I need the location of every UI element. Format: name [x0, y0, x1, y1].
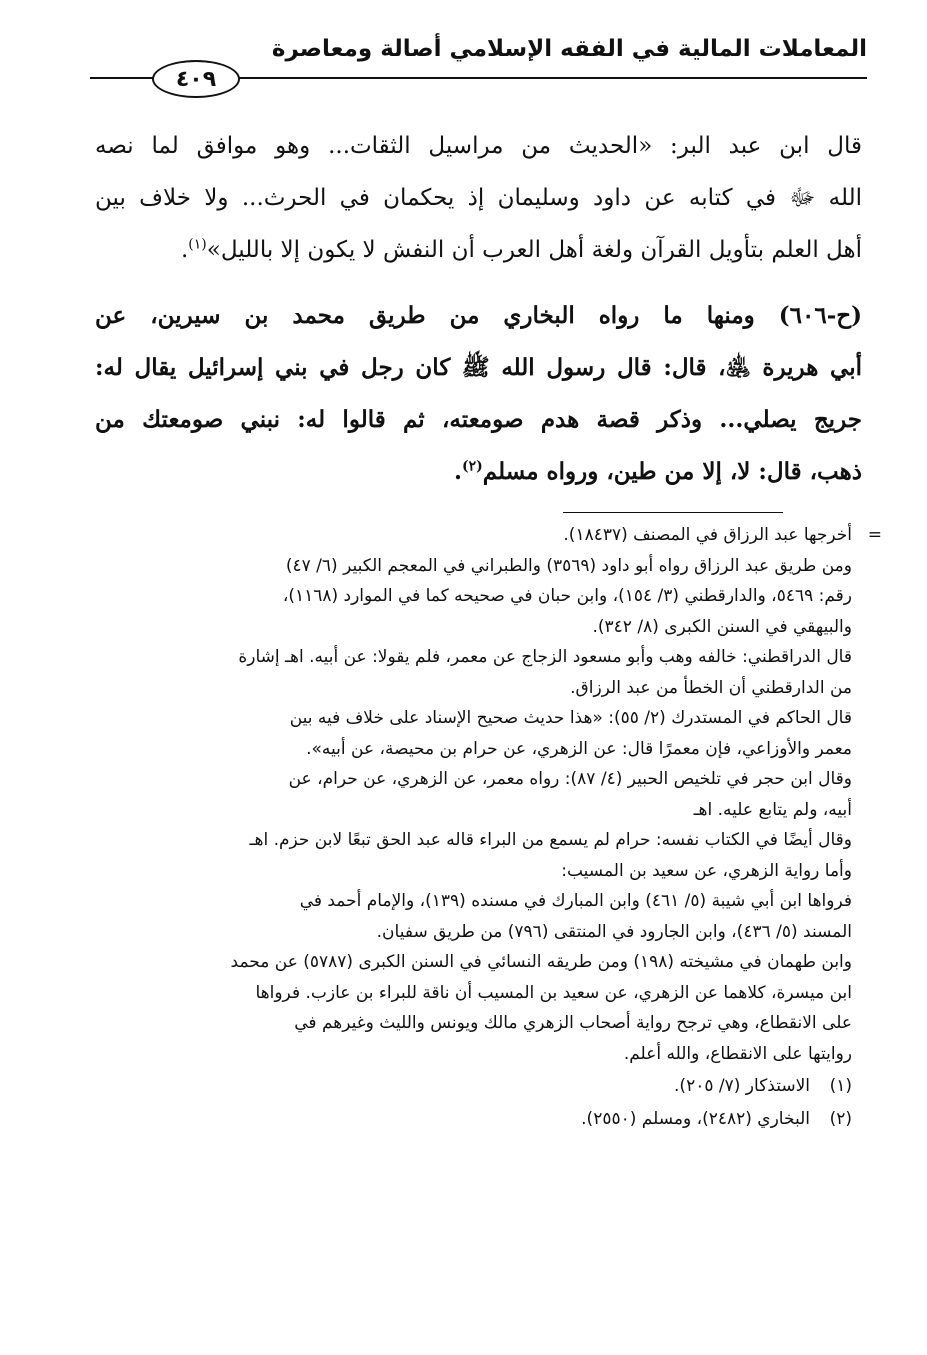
- footnote-line: رقم: ٥٤٦٩، والدارقطني (٣/ ١٥٤)، وابن حبان في صحيحه كما في الموارد (١١٦٨)،: [282, 586, 852, 606]
- text-line-content: ذهب، قال: لا، إلا من طين، ورواه مسلم: [482, 458, 862, 485]
- footnote-line: وأما رواية الزهري، عن سعيد بن المسيب:: [561, 860, 852, 881]
- footnotes: [95, 520, 882, 1134]
- page-number: ٤٠٩: [152, 60, 240, 98]
- footnote-line: أخرجها عبد الرزاق في المصنف (١٨٤٣٧).: [563, 525, 852, 545]
- footnote-separator: [563, 512, 783, 513]
- footnote-ref-2: (٢): [462, 458, 483, 475]
- footnote-line: والبيهقي في السنن الكبرى (٨/ ٣٤٢).: [592, 616, 852, 637]
- footnote-ref-1: (١): [188, 236, 207, 253]
- main-text: [95, 120, 862, 498]
- footnote-line: ابن ميسرة، كلاهما عن الزهري، عن سعيد بن المسيب أن ناقة للبراء بن عازب. فرواها: [255, 982, 852, 1003]
- footnote-line: فرواها ابن أبي شيبة (٥/ ٤٦١) وابن المبارك في مسنده (١٣٩)، والإمام أحمد في: [299, 891, 852, 911]
- running-title: المعاملات المالية في الفقه الإسلامي أصالة ومعاصرة: [271, 36, 867, 62]
- footnote-continuation: [95, 520, 882, 1069]
- text-line: (ح-٦٠٦) ومنها ما رواه البخاري من طريق محمد بن سيرين، عن: [95, 302, 862, 329]
- footnote-line: على الانقطاع، وهي ترجح رواية أصحاب الزهري مالك ويونس والليث وغيرهم في: [294, 1013, 852, 1033]
- text-line: جريج يصلي... وذكر قصة هدم صومعته، ثم قالوا له: نبني صومعتك من: [95, 406, 862, 433]
- footnote-line: أبيه، ولم يتابع عليه. اهـ: [693, 799, 852, 820]
- footnote-line: المسند (٥/ ٤٣٦)، وابن الجارود في المنتقى (٧٩٦) من طريق سفيان.: [376, 921, 852, 942]
- footnote-line: من الدارقطني أن الخطأ من عبد الرزاق.: [570, 677, 852, 698]
- paragraph-2: [95, 290, 862, 498]
- footnote-line: قال الحاكم في المستدرك (٢/ ٥٥): «هذا حديث صحيح الإسناد على خلاف فيه بين: [289, 708, 852, 728]
- paragraph-1: [95, 120, 862, 276]
- text-line: قال ابن عبد البر: «الحديث من مراسيل الثقات... وهو موافق لما نصه: [95, 133, 862, 159]
- footnote-text: الاستذكار (٧/ ٢٠٥).: [674, 1076, 810, 1096]
- footnote-line: وابن طهمان في مشيخته (١٩٨) ومن طريقه النسائي في السنن الكبرى (٥٧٨٧) عن محمد: [230, 952, 852, 972]
- footnote-number: (٢): [829, 1108, 852, 1129]
- footnote-line: وقال أيضًا في الكتاب نفسه: حرام لم يسمع من البراء قاله عبد الحق تبعًا لابن حزم. اهـ: [249, 830, 852, 850]
- continuation-mark: =: [867, 525, 882, 545]
- footnote-text: البخاري (٢٤٨٢)، ومسلم (٢٥٥٠).: [581, 1108, 810, 1129]
- page-header: [90, 36, 867, 92]
- footnote-1: [95, 1071, 852, 1102]
- text-line: أهل العلم بتأويل القرآن ولغة أهل العرب أن النفش لا يكون إلا بالليل»$^{(١)}$.: [180, 236, 862, 263]
- footnote-number: (١): [829, 1076, 852, 1096]
- text-line: الله ﷻ في كتابه عن داود وسليمان إذ يحكمان في الحرث... ولا خلاف بين: [95, 185, 862, 211]
- footnote-line: معمر والأوزاعي، فإن معمرًا قال: عن الزهري، عن حرام بن محيصة، عن أبيه».: [306, 738, 852, 759]
- footnote-line: ومن طريق عبد الرزاق رواه أبو داود (٣٥٦٩) والطبراني في المعجم الكبير (٦/ ٤٧): [285, 555, 852, 576]
- text-line: أبي هريرة ﵁، قال: قال رسول الله ﷺ كان رجل في بني إسرائيل يقال له:: [95, 354, 862, 381]
- footnote-line: روايتها على الانقطاع، والله أعلم.: [623, 1043, 852, 1064]
- text-line: ذهب، قال: لا، إلا من طين، ورواه مسلم$^{(٢)}$.: [453, 458, 862, 485]
- text-line-content: أهل العلم بتأويل القرآن ولغة أهل العرب أن النفش لا يكون إلا بالليل»: [206, 237, 862, 263]
- footnote-line: وقال ابن حجر في تلخيص الحبير (٤/ ٨٧): رواه معمر، عن الزهري، عن حرام، عن: [288, 769, 852, 789]
- footnote-line: قال الدراقطني: خالفه وهب وأبو مسعود الزجاج عن معمر، فلم يقولا: عن أبيه. اهـ إشارة: [238, 647, 852, 667]
- footnote-2: [95, 1104, 852, 1135]
